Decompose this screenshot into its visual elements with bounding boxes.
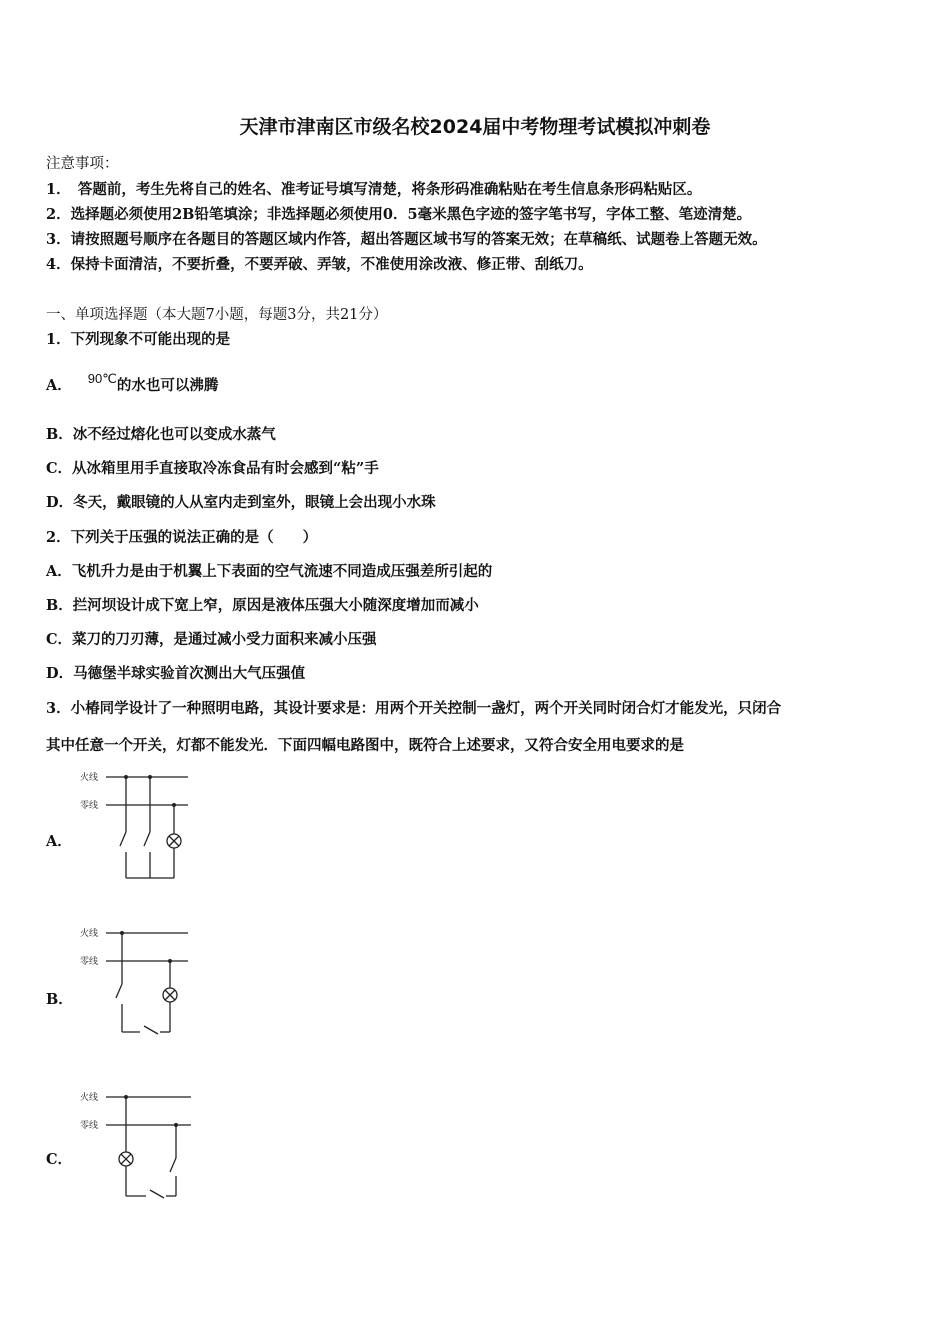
q1-option-c: C．从冰箱里用手直接取冷冻食品有时会感到“粘”手 [46, 460, 379, 477]
notice-item-3: 3．请按照题号顺序在各题目的答题区域内作答，超出答题区域书写的答案无效；在草稿纸、试题卷上答题无效。 [46, 231, 767, 248]
live-wire-label-a: 火线 [80, 773, 99, 783]
q1-option-a-text: 的水也可以沸腾 [116, 377, 219, 394]
q1-option-b: B．冰不经过熔化也可以变成水蒸气 [46, 426, 276, 443]
q2-option-b: B．拦河坝设计成下宽上窄，原因是液体压强大小随深度增加而减小 [46, 597, 479, 614]
q3-stem-line-2: 其中任意一个开关，灯都不能发光．下面四幅电路图中，既符合上述要求，又符合安全用电要求的是 [46, 737, 684, 754]
q1-option-a-letter: A． [46, 377, 72, 394]
notice-item-2: 2．选择题必须使用2B铅笔填涂；非选择题必须使用0．5毫米黑色字迹的签字笔书写，字体工整、笔迹清楚。 [46, 206, 752, 223]
notice-item-4: 4．保持卡面清洁，不要折叠，不要弄破、弄皱，不准使用涂改液、修正带、刮纸刀。 [46, 256, 593, 273]
neutral-wire-label-a: 零线 [80, 801, 99, 811]
notice-heading: 注意事项： [46, 156, 119, 172]
q2-stem: 2．下列关于压强的说法正确的是（ ） [46, 529, 318, 546]
q2-option-c: C．菜刀的刀刃薄，是通过减小受力面积来减小压强 [46, 631, 377, 648]
live-wire-label-b: 火线 [80, 929, 99, 939]
q2-option-a: A．飞机升力是由于机翼上下表面的空气流速不同造成压强差所引起的 [46, 563, 493, 580]
q3-stem-line-1: 3．小椿同学设计了一种照明电路，其设计要求是：用两个开关控制一盏灯，两个开关同时闭合灯才能发光，只闭合 [46, 700, 782, 717]
q3-option-a-letter: A． [46, 833, 72, 850]
neutral-wire-label-c: 零线 [80, 1121, 99, 1131]
q3-option-b-letter: B． [46, 991, 73, 1008]
temperature-label: 90℃ [87, 371, 117, 386]
q1-option-d: D．冬天，戴眼镜的人从室内走到室外，眼镜上会出现小水珠 [46, 494, 436, 511]
live-wire-label-c: 火线 [80, 1093, 99, 1103]
section-heading: 一、单项选择题（本大题7小题，每题3分，共21分） [46, 307, 388, 323]
q2-option-d: D．马德堡半球实验首次测出大气压强值 [46, 665, 306, 682]
page-title: 天津市津南区市级名校2024届中考物理考试模拟冲刺卷 [239, 116, 711, 138]
circuit-diagram-a [78, 766, 193, 886]
q3-option-c-letter: C． [46, 1151, 73, 1168]
notice-item-1: 1． 答题前，考生先将自己的姓名、准考证号填写清楚，将条形码准确粘贴在考生信息条形码粘贴区。 [46, 181, 702, 198]
circuit-diagram-c [78, 1086, 196, 1206]
circuit-diagram-b [78, 922, 193, 1042]
q1-option-a [46, 371, 219, 395]
q1-stem: 1．下列现象不可能出现的是 [46, 331, 231, 348]
neutral-wire-label-b: 零线 [80, 957, 99, 967]
